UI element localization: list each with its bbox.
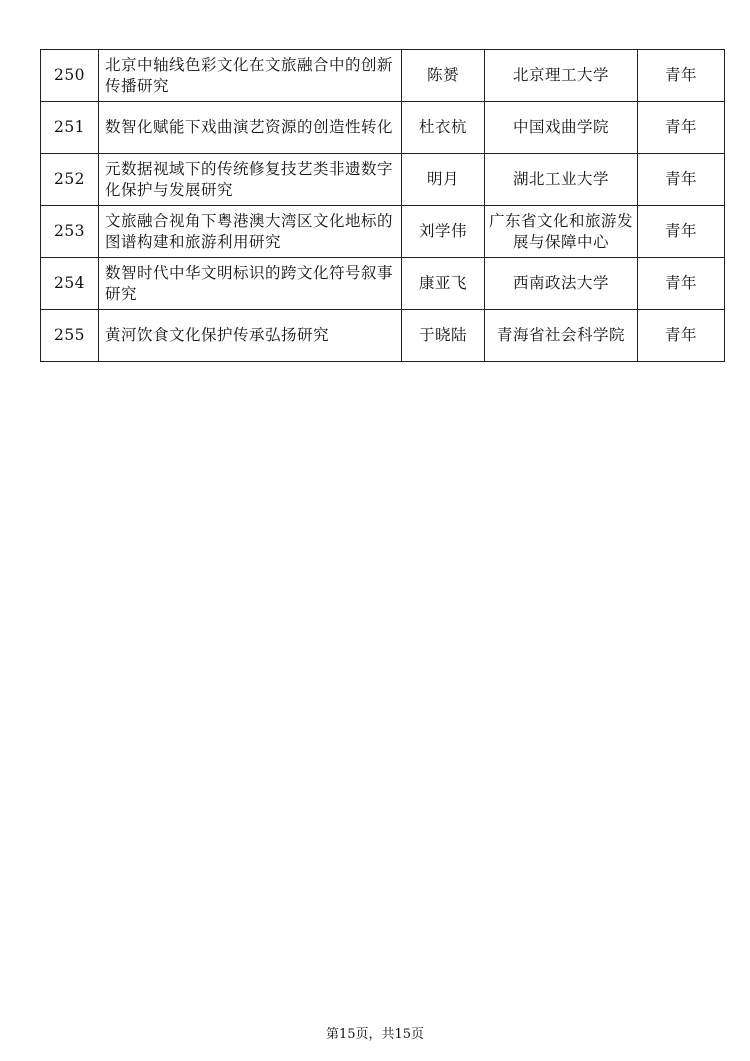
principal-investigator: 陈赟 <box>402 50 485 102</box>
project-category: 青年 <box>638 50 725 102</box>
table-row <box>41 258 725 310</box>
row-number: 253 <box>41 206 99 258</box>
row-number: 250 <box>41 50 99 102</box>
table-row <box>41 102 725 154</box>
project-table <box>40 49 725 362</box>
project-title: 元数据视域下的传统修复技艺类非遗数字化保护与发展研究 <box>99 154 402 206</box>
project-category: 青年 <box>638 258 725 310</box>
institution: 中国戏曲学院 <box>485 102 638 154</box>
project-title: 黄河饮食文化保护传承弘扬研究 <box>99 310 402 362</box>
table-row <box>41 50 725 102</box>
project-title: 数智化赋能下戏曲演艺资源的创造性转化 <box>99 102 402 154</box>
principal-investigator: 刘学伟 <box>402 206 485 258</box>
project-category: 青年 <box>638 102 725 154</box>
institution: 湖北工业大学 <box>485 154 638 206</box>
institution: 青海省社会科学院 <box>485 310 638 362</box>
principal-investigator: 明月 <box>402 154 485 206</box>
project-category: 青年 <box>638 310 725 362</box>
institution: 北京理工大学 <box>485 50 638 102</box>
project-title: 文旅融合视角下粤港澳大湾区文化地标的图谱构建和旅游利用研究 <box>99 206 402 258</box>
table-row <box>41 154 725 206</box>
row-number: 254 <box>41 258 99 310</box>
project-title: 数智时代中华文明标识的跨文化符号叙事研究 <box>99 258 402 310</box>
institution: 广东省文化和旅游发展与保障中心 <box>485 206 638 258</box>
row-number: 252 <box>41 154 99 206</box>
project-category: 青年 <box>638 154 725 206</box>
project-title: 北京中轴线色彩文化在文旅融合中的创新传播研究 <box>99 50 402 102</box>
principal-investigator: 康亚飞 <box>402 258 485 310</box>
page-footer: 第15页，共15页 <box>325 1027 425 1042</box>
principal-investigator: 杜衣杭 <box>402 102 485 154</box>
institution: 西南政法大学 <box>485 258 638 310</box>
principal-investigator: 于晓陆 <box>402 310 485 362</box>
table-row <box>41 206 725 258</box>
row-number: 255 <box>41 310 99 362</box>
row-number: 251 <box>41 102 99 154</box>
table-row <box>41 310 725 362</box>
project-category: 青年 <box>638 206 725 258</box>
